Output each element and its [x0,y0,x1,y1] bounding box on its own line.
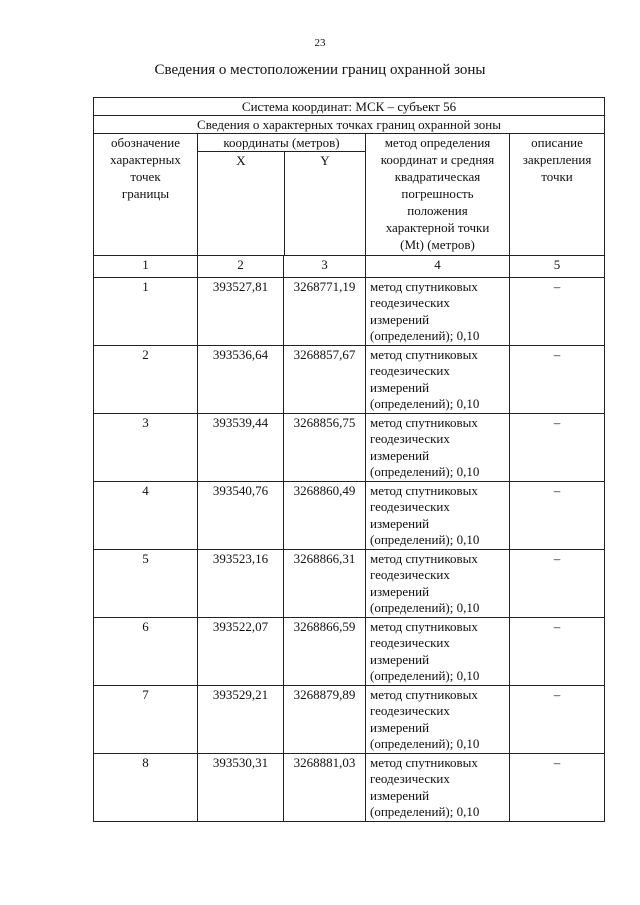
column-header-row [94,134,605,256]
header-description-line: закрепления [522,152,592,167]
method-cell [366,278,510,346]
description-cell: – [510,414,605,482]
table-row [94,618,605,686]
header-description-line: точки [541,169,573,184]
method-line: (определений); 0,10 [370,668,480,683]
method-line: измерений [370,447,430,463]
description-cell: – [510,754,605,822]
method-line: (определений); 0,10 [370,804,480,819]
header-point-line: обозначение [111,135,180,150]
y-coordinate-cell: 3268866,31 [284,550,366,618]
y-coordinate-cell: 3268857,67 [284,346,366,414]
method-line: измерений [370,515,430,531]
method-line: измерений [370,651,430,667]
header-method-line: погрешность [401,186,474,201]
description-cell: – [510,482,605,550]
header-description [510,134,605,256]
table-row [94,550,605,618]
point-number-cell: 2 [94,346,198,414]
method-line: геодезических [370,431,450,446]
method-cell [366,686,510,754]
method-line: геодезических [370,363,450,378]
header-coordinates-title: координаты (метров) [198,134,365,152]
x-coordinate-cell: 393539,44 [198,414,284,482]
column-number: 3 [284,256,366,278]
header-point-line: характерных [110,152,181,167]
table-row [94,278,605,346]
x-coordinate-cell: 393540,76 [198,482,284,550]
method-cell [366,482,510,550]
table-row [94,482,605,550]
column-number: 4 [366,256,510,278]
column-number: 5 [510,256,605,278]
table-row [94,414,605,482]
point-number-cell: 4 [94,482,198,550]
header-method-line: (Mt) (метров) [400,237,475,252]
header-method-line: квадратическая [394,169,481,184]
table-row [94,754,605,822]
method-line: метод спутниковых [370,686,478,702]
y-coordinate-cell: 3268881,03 [284,754,366,822]
x-coordinate-cell: 393523,16 [198,550,284,618]
method-line: (определений); 0,10 [370,396,480,411]
method-line: (определений); 0,10 [370,532,480,547]
boundary-points-table [93,97,605,822]
coordinate-system-cell: Система координат: МСК – субъект 56 [94,98,605,116]
point-number-cell: 7 [94,686,198,754]
method-line: измерений [370,787,430,803]
header-x: X [198,152,285,255]
point-number-cell: 3 [94,414,198,482]
method-cell [366,618,510,686]
method-line: (определений); 0,10 [370,736,480,751]
y-coordinate-cell: 3268856,75 [284,414,366,482]
description-cell: – [510,686,605,754]
description-cell: – [510,278,605,346]
table-info-row [94,116,605,134]
page-number: 23 [314,37,326,49]
description-cell: – [510,346,605,414]
method-line: (определений); 0,10 [370,328,480,343]
x-coordinate-cell: 393522,07 [198,618,284,686]
y-coordinate-cell: 3268860,49 [284,482,366,550]
header-y: Y [320,153,330,168]
table-row [94,686,605,754]
x-coordinate-cell: 393527,81 [198,278,284,346]
method-line: метод спутниковых [370,346,478,362]
column-number-row [94,256,605,278]
method-line: измерений [370,583,430,599]
header-method-line: характерной точки [385,220,490,235]
header-coordinates [198,134,366,256]
method-cell [366,414,510,482]
table-info-cell: Сведения о характерных точках границ охранной зоны [94,116,605,134]
method-line: метод спутниковых [370,550,478,566]
method-line: метод спутниковых [370,482,478,498]
method-line: геодезических [370,499,450,514]
description-cell: – [510,618,605,686]
header-method-line: положения [407,203,468,218]
header-method-line: метод определения [384,135,491,150]
y-coordinate-cell: 3268866,59 [284,618,366,686]
header-point-line: точек [130,169,161,184]
point-number-cell: 8 [94,754,198,822]
point-number-cell: 6 [94,618,198,686]
method-line: метод спутниковых [370,414,478,430]
y-coordinate-cell: 3268771,19 [284,278,366,346]
method-cell [366,754,510,822]
method-cell [366,550,510,618]
method-line: геодезических [370,771,450,786]
column-number: 1 [94,256,198,278]
method-line: (определений); 0,10 [370,464,480,479]
header-point-line: границы [121,186,170,201]
x-coordinate-cell: 393529,21 [198,686,284,754]
table-row [94,346,605,414]
description-cell: – [510,550,605,618]
method-line: геодезических [370,703,450,718]
coordinate-system-row [94,98,605,116]
method-line: геодезических [370,567,450,582]
method-line: метод спутниковых [370,278,478,294]
header-method [366,134,510,256]
header-point-designation [94,134,198,256]
method-line: измерений [370,719,430,735]
method-line: измерений [370,311,430,327]
document-title: Сведения о местоположении границ охранной зоны [154,62,486,78]
point-number-cell: 1 [94,278,198,346]
x-coordinate-cell: 393536,64 [198,346,284,414]
header-description-line: описание [531,135,583,150]
method-line: метод спутниковых [370,754,478,770]
method-line: геодезических [370,295,450,310]
x-coordinate-cell: 393530,31 [198,754,284,822]
method-cell [366,346,510,414]
column-number: 2 [198,256,284,278]
method-line: измерений [370,379,430,395]
method-line: метод спутниковых [370,618,478,634]
method-line: геодезических [370,635,450,650]
point-number-cell: 5 [94,550,198,618]
header-method-line: координат и средняя [380,152,495,167]
method-line: (определений); 0,10 [370,600,480,615]
y-coordinate-cell: 3268879,89 [284,686,366,754]
